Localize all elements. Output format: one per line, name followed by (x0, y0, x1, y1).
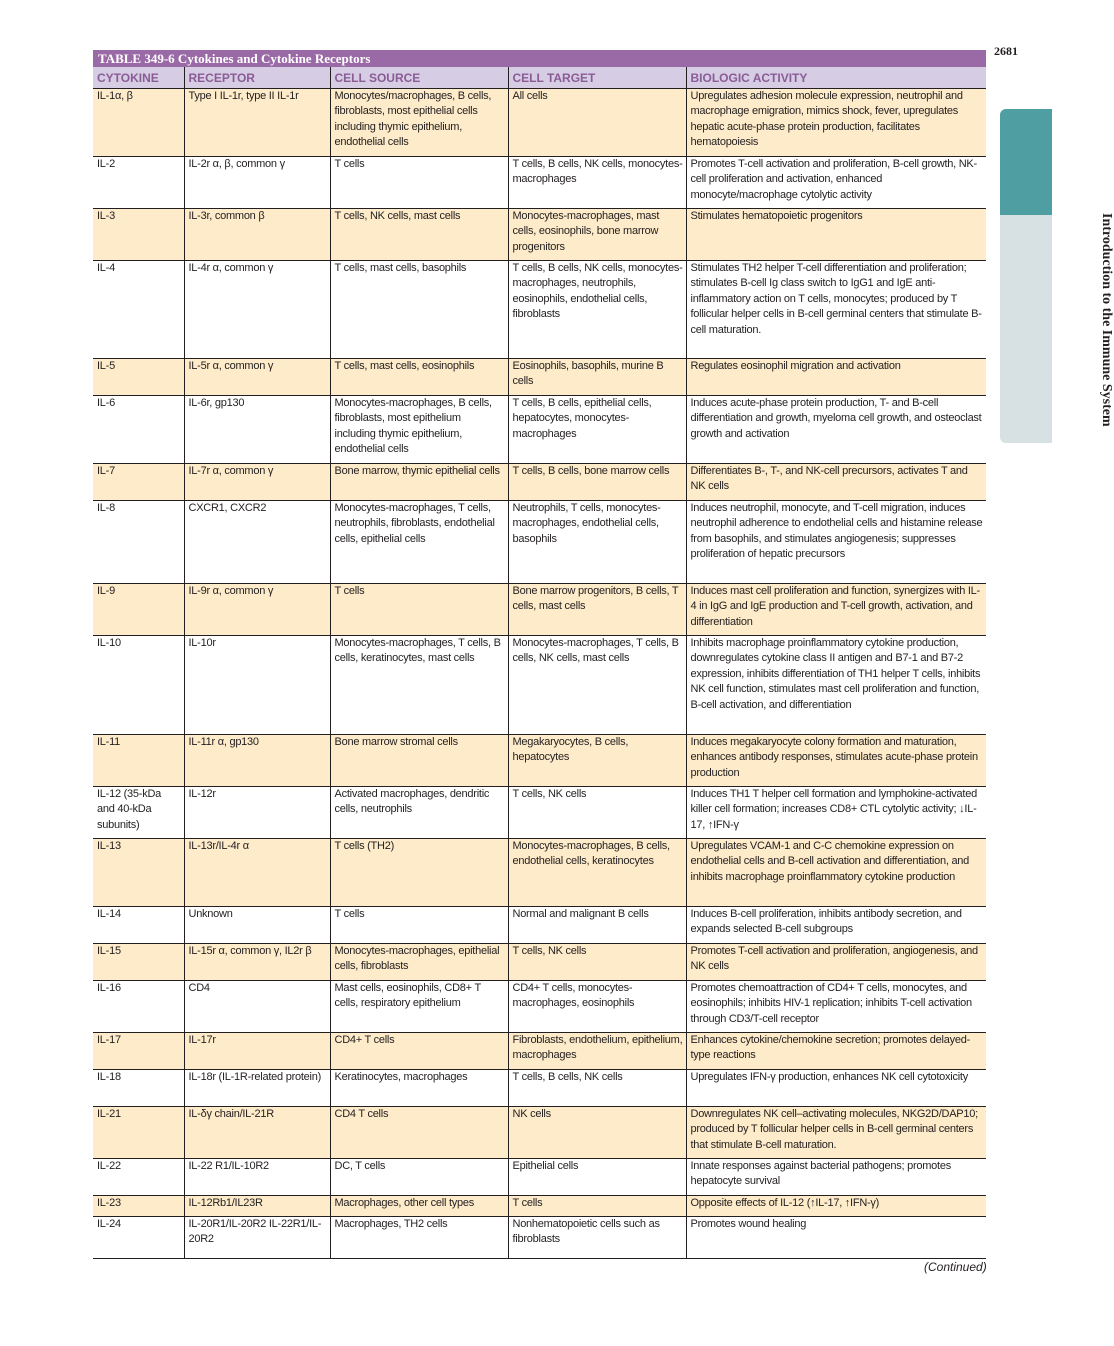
header-receptor: RECEPTOR (184, 67, 330, 89)
cell-source: T cells (330, 907, 508, 944)
table-row (93, 501, 986, 584)
chapter-title: Introduction to the Immune System (1099, 213, 1114, 427)
cell-target: Bone marrow progenitors, B cells, T cells, mast cells (508, 584, 686, 636)
cell-activity: Stimulates TH2 helper T-cell differentiation and proliferation; stimulates B-cell Ig class switch to IgG1 and IgE anti-inflammatory action on T cells, monocytes; produced by T follicular helper cells in B-cell germinal centers that stimulate B-cell maturation. (686, 261, 986, 359)
cell-receptor: IL-13r/IL-4r α (184, 839, 330, 907)
table-row (93, 839, 986, 907)
cell-target: Nonhematopoietic cells such as fibroblasts (508, 1217, 686, 1259)
cell-cytokine: IL-16 (93, 981, 184, 1033)
table-row (93, 584, 986, 636)
table-row (93, 396, 986, 464)
cell-activity: Promotes wound healing (686, 1217, 986, 1259)
cell-source: T cells (330, 157, 508, 209)
table-row (93, 1217, 986, 1259)
cell-target: Monocytes-macrophages, mast cells, eosinophils, bone marrow progenitors (508, 209, 686, 261)
cell-source: CD4 T cells (330, 1107, 508, 1159)
cell-target: Monocytes-macrophages, T cells, B cells, NK cells, mast cells (508, 636, 686, 735)
cell-receptor: Unknown (184, 907, 330, 944)
table-row (93, 1196, 986, 1217)
cell-activity: Induces neutrophil, monocyte, and T-cell migration, induces neutrophil adherence to endothelial cells and histamine release from basophils, and stimulates angiogenesis; suppresses proliferation of hepatic precursors (686, 501, 986, 584)
cell-cytokine: IL-17 (93, 1033, 184, 1070)
cell-receptor: IL-7r α, common γ (184, 464, 330, 501)
cell-activity: Stimulates hematopoietic progenitors (686, 209, 986, 261)
cell-source: Activated macrophages, dendritic cells, neutrophils (330, 787, 508, 839)
cell-cytokine: IL-2 (93, 157, 184, 209)
cell-activity: Induces acute-phase protein production, T- and B-cell differentiation and growth, myeloma cell growth, and osteoclast growth and activation (686, 396, 986, 464)
cell-target: CD4+ T cells, monocytes-macrophages, eosinophils (508, 981, 686, 1033)
header-cytokine: CYTOKINE (93, 67, 184, 89)
cell-target: T cells (508, 1196, 686, 1217)
cell-target: All cells (508, 89, 686, 157)
cell-source: T cells, mast cells, eosinophils (330, 359, 508, 396)
cell-receptor: IL-17r (184, 1033, 330, 1070)
page-number: 2681 (994, 44, 1018, 58)
cell-cytokine: IL-12 (35-kDa and 40-kDa subunits) (93, 787, 184, 839)
cell-source: T cells, mast cells, basophils (330, 261, 508, 359)
cell-cytokine: IL-11 (93, 735, 184, 787)
table-header-row (93, 67, 986, 89)
header-biologic-activity: BIOLOGIC ACTIVITY (686, 67, 986, 89)
cell-source: Bone marrow stromal cells (330, 735, 508, 787)
table-row (93, 636, 986, 735)
cell-receptor: CXCR1, CXCR2 (184, 501, 330, 584)
cell-cytokine: IL-24 (93, 1217, 184, 1259)
table-row (93, 157, 986, 209)
cell-cytokine: IL-3 (93, 209, 184, 261)
cell-receptor: CD4 (184, 981, 330, 1033)
cell-activity: Promotes T-cell activation and proliferation, B-cell growth, NK-cell proliferation and activation, enhanced monocyte/macrophage cytolytic activity (686, 157, 986, 209)
cell-activity: Inhibits macrophage proinflammatory cytokine production, downregulates cytokine class II antigen and B7-1 and B7-2 expression, inhibits differentiation of TH1 helper T cells, inhibits NK cell function, stimulates mast cell proliferation and function, B-cell activation, and differentiation (686, 636, 986, 735)
cell-cytokine: IL-10 (93, 636, 184, 735)
cell-source: T cells (TH2) (330, 839, 508, 907)
table-row (93, 464, 986, 501)
table-row (93, 1070, 986, 1107)
table-row (93, 359, 986, 396)
cell-source: Monocytes-macrophages, T cells, neutrophils, fibroblasts, endothelial cells, epithelial cells (330, 501, 508, 584)
cell-activity: Upregulates adhesion molecule expression, neutrophil and macrophage emigration, mimics shock, fever, upregulates hepatic acute-phase protein production, facilitates hematopoiesis (686, 89, 986, 157)
cell-source: Monocytes-macrophages, B cells, fibroblasts, most epithelium including thymic epithelium, endothelial cells (330, 396, 508, 464)
cell-activity: Induces B-cell proliferation, inhibits antibody secretion, and expands selected B-cell subgroups (686, 907, 986, 944)
cell-activity: Upregulates IFN-γ production, enhances NK cell cytotoxicity (686, 1070, 986, 1107)
cell-activity: Induces megakaryocyte colony formation and maturation, enhances antibody responses, stimulates acute-phase protein production (686, 735, 986, 787)
cell-source: Monocytes/macrophages, B cells, fibroblasts, most epithelial cells including thymic epithelium, endothelial cells (330, 89, 508, 157)
cell-source: T cells, NK cells, mast cells (330, 209, 508, 261)
cell-cytokine: IL-14 (93, 907, 184, 944)
cell-receptor: IL-20R1/IL-20R2 IL-22R1/IL-20R2 (184, 1217, 330, 1259)
cell-receptor: IL-2r α, β, common γ (184, 157, 330, 209)
cell-receptor: IL-4r α, common γ (184, 261, 330, 359)
table-row (93, 209, 986, 261)
cell-activity: Induces TH1 T helper cell formation and lymphokine-activated killer cell formation; increases CD8+ CTL cytolytic activity; ↓IL-17, ↑IFN-γ (686, 787, 986, 839)
chapter-side-tab (1000, 109, 1114, 443)
cell-target: T cells, B cells, epithelial cells, hepatocytes, monocytes-macrophages (508, 396, 686, 464)
chapter-tab-text (1014, 119, 1114, 427)
cell-receptor: IL-11r α, gp130 (184, 735, 330, 787)
cell-target: NK cells (508, 1107, 686, 1159)
cell-cytokine: IL-22 (93, 1159, 184, 1196)
cell-activity: Opposite effects of IL-12 (↑IL-17, ↑IFN-γ) (686, 1196, 986, 1217)
cell-source: Macrophages, TH2 cells (330, 1217, 508, 1259)
header-cell-source: CELL SOURCE (330, 67, 508, 89)
cell-receptor: IL-9r α, common γ (184, 584, 330, 636)
cytokine-table (93, 50, 986, 1259)
cell-activity: Differentiates B-, T-, and NK-cell precursors, activates T and NK cells (686, 464, 986, 501)
header-cell-target: CELL TARGET (508, 67, 686, 89)
cell-activity: Upregulates VCAM-1 and C-C chemokine expression on endothelial cells and B-cell activation and differentiation, and inhibits macrophage proinflammatory cytokine production (686, 839, 986, 907)
cell-receptor: IL-6r, gp130 (184, 396, 330, 464)
cell-target: Eosinophils, basophils, murine B cells (508, 359, 686, 396)
cell-target: Fibroblasts, endothelium, epithelium, macrophages (508, 1033, 686, 1070)
cell-receptor: IL-δγ chain/IL-21R (184, 1107, 330, 1159)
cell-cytokine: IL-13 (93, 839, 184, 907)
cell-target: T cells, B cells, NK cells (508, 1070, 686, 1107)
cell-receptor: IL-12Rb1/IL23R (184, 1196, 330, 1217)
cell-source: CD4+ T cells (330, 1033, 508, 1070)
cell-activity: Innate responses against bacterial pathogens; promotes hepatocyte survival (686, 1159, 986, 1196)
table-row (93, 981, 986, 1033)
table-body (93, 89, 986, 1259)
cell-cytokine: IL-5 (93, 359, 184, 396)
cell-receptor: Type I IL-1r, type II IL-1r (184, 89, 330, 157)
cell-target: Monocytes-macrophages, B cells, endothelial cells, keratinocytes (508, 839, 686, 907)
cell-target: Neutrophils, T cells, monocytes-macrophages, endothelial cells, basophils (508, 501, 686, 584)
cell-source: Mast cells, eosinophils, CD8+ T cells, respiratory epithelium (330, 981, 508, 1033)
cell-source: Monocytes-macrophages, epithelial cells, fibroblasts (330, 944, 508, 981)
cell-target: T cells, B cells, bone marrow cells (508, 464, 686, 501)
cell-receptor: IL-18r (IL-1R-related protein) (184, 1070, 330, 1107)
table-row (93, 1033, 986, 1070)
cell-target: T cells, B cells, NK cells, monocytes-macrophages, neutrophils, eosinophils, endothelial cells, fibroblasts (508, 261, 686, 359)
continued-label: (Continued) (924, 1260, 987, 1274)
cell-receptor: IL-10r (184, 636, 330, 735)
cell-cytokine: IL-15 (93, 944, 184, 981)
cell-cytokine: IL-7 (93, 464, 184, 501)
cell-source: Monocytes-macrophages, T cells, B cells, keratinocytes, mast cells (330, 636, 508, 735)
table-row (93, 944, 986, 981)
cell-activity: Promotes T-cell activation and proliferation, angiogenesis, and NK cells (686, 944, 986, 981)
table-row (93, 1107, 986, 1159)
cell-source: DC, T cells (330, 1159, 508, 1196)
table-row (93, 1159, 986, 1196)
cytokine-data-table (93, 67, 986, 1259)
table-row (93, 787, 986, 839)
cell-receptor: IL-15r α, common γ, IL2r β (184, 944, 330, 981)
table-row (93, 89, 986, 157)
cell-activity: Enhances cytokine/chemokine secretion; promotes delayed-type reactions (686, 1033, 986, 1070)
cell-target: Normal and malignant B cells (508, 907, 686, 944)
cell-cytokine: IL-23 (93, 1196, 184, 1217)
cell-cytokine: IL-8 (93, 501, 184, 584)
cell-cytokine: IL-21 (93, 1107, 184, 1159)
cell-target: T cells, NK cells (508, 787, 686, 839)
cell-target: Megakaryocytes, B cells, hepatocytes (508, 735, 686, 787)
cell-source: Keratinocytes, macrophages (330, 1070, 508, 1107)
cell-cytokine: IL-1α, β (93, 89, 184, 157)
cell-receptor: IL-12r (184, 787, 330, 839)
table-row (93, 261, 986, 359)
cell-target: T cells, B cells, NK cells, monocytes-macrophages (508, 157, 686, 209)
cell-activity: Promotes chemoattraction of CD4+ T cells, monocytes, and eosinophils; inhibits HIV-1 replication; inhibits T-cell activation through CD3/T-cell receptor (686, 981, 986, 1033)
cell-cytokine: IL-18 (93, 1070, 184, 1107)
cell-target: Epithelial cells (508, 1159, 686, 1196)
table-title: TABLE 349-6 Cytokines and Cytokine Receptors (93, 50, 986, 67)
cell-activity: Induces mast cell proliferation and function, synergizes with IL-4 in IgG and IgE production and T-cell growth, activation, and differentiation (686, 584, 986, 636)
cell-cytokine: IL-4 (93, 261, 184, 359)
cell-source: T cells (330, 584, 508, 636)
cell-receptor: IL-22 R1/IL-10R2 (184, 1159, 330, 1196)
cell-source: Bone marrow, thymic epithelial cells (330, 464, 508, 501)
cell-activity: Regulates eosinophil migration and activation (686, 359, 986, 396)
table-row (93, 907, 986, 944)
table-row (93, 735, 986, 787)
cell-cytokine: IL-6 (93, 396, 184, 464)
cell-receptor: IL-5r α, common γ (184, 359, 330, 396)
cell-receptor: IL-3r, common β (184, 209, 330, 261)
cell-target: T cells, NK cells (508, 944, 686, 981)
cell-activity: Downregulates NK cell–activating molecules, NKG2D/DAP10; produced by T follicular helper cells in B-cell germinal centers that stimulate B-cell maturation. (686, 1107, 986, 1159)
cell-cytokine: IL-9 (93, 584, 184, 636)
chapter-number: CHAPTER 349 (1099, 119, 1114, 208)
cell-source: Macrophages, other cell types (330, 1196, 508, 1217)
